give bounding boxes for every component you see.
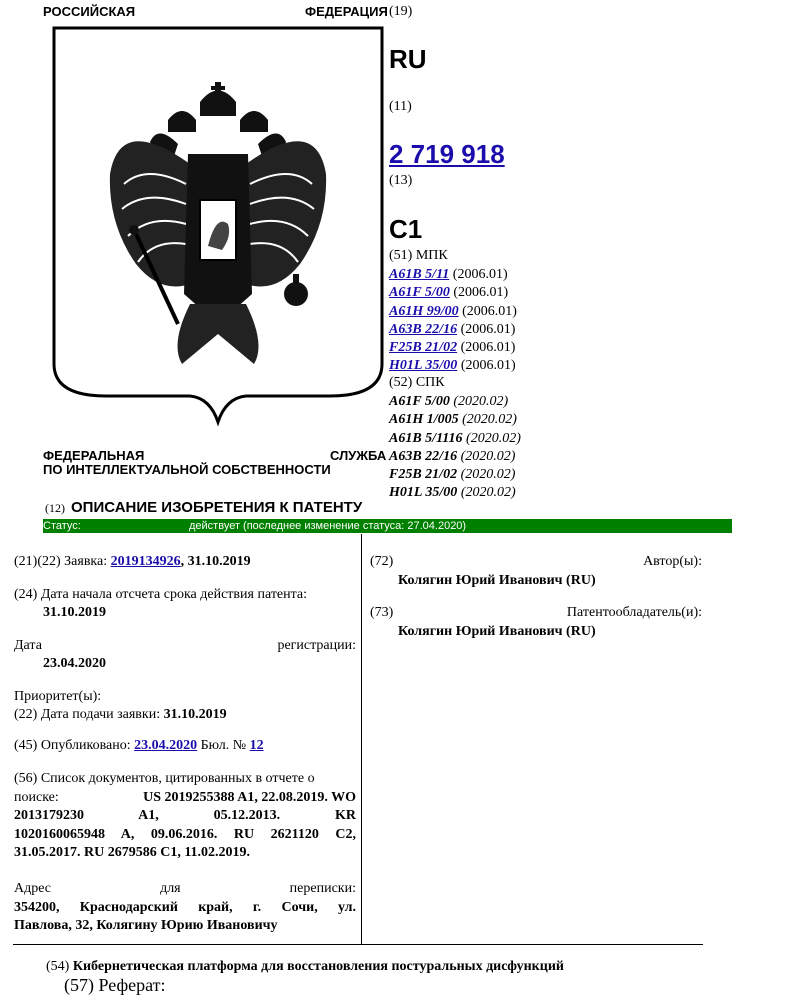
emblem: [50, 24, 386, 426]
address-block: Адрес для переписки: 354200, Краснодарский край, г. Сочи, ул. Павлова, 32, Колягину Юрию Ивановичу: [14, 881, 356, 933]
application-line: (21)(22) Заявка: 2019134926, 31.10.2019: [14, 554, 251, 569]
agency-right: СЛУЖБА: [330, 448, 387, 463]
country-right: ФЕДЕРАЦИЯ: [305, 4, 388, 19]
published-line: (45) Опубликовано: 23.04.2020 Бюл. № 12: [14, 738, 264, 753]
document-title: (12) ОПИСАНИЕ ИЗОБРЕТЕНИЯ К ПАТЕНТУ: [45, 499, 363, 516]
ipc-label: (51) МПК: [389, 248, 448, 263]
status-value: действует (последнее изменение статуса: 27.04.2020): [189, 520, 467, 532]
ipc-version: (2006.01): [453, 285, 509, 301]
author-value: Колягин Юрий Иванович (RU): [398, 573, 596, 588]
column-divider: [361, 534, 362, 944]
ipc-item[interactable]: [389, 357, 517, 375]
cpc-list: [389, 393, 521, 503]
author-label-line: (72) Автор(ы):: [370, 554, 702, 569]
bulletin-number-link[interactable]: 12: [249, 738, 264, 753]
cpc-item: H01L 35/00 (2020.02): [389, 485, 516, 501]
agency-left: ФЕДЕРАЛЬНАЯ: [43, 448, 145, 463]
ipc-item[interactable]: [389, 266, 517, 284]
ipc-code[interactable]: A61B 5/11: [389, 267, 450, 282]
ipc-version: (2006.01): [460, 321, 516, 337]
cpc-item: A61H 1/005 (2020.02): [389, 412, 517, 428]
ipc-version: (2006.01): [462, 303, 517, 319]
invention-title: (54) Кибернетическая платформа для восстановления постуральных дисфункций: [46, 959, 564, 974]
application-number-link[interactable]: 2019134926: [110, 554, 181, 569]
ipc-code[interactable]: A63B 22/16: [389, 321, 458, 337]
code-11: (11): [389, 99, 412, 114]
ipc-code[interactable]: H01L 35/00: [389, 358, 458, 374]
published-date-link[interactable]: 23.04.2020: [134, 738, 198, 753]
registration-label: Дата регистрации:: [14, 638, 356, 653]
abstract-label: (57) Реферат:: [64, 975, 166, 995]
country-code: RU: [389, 44, 427, 74]
ipc-list: [389, 266, 517, 376]
agency-line2: ПО ИНТЕЛЛЕКТУАЛЬНОЙ СОБСТВЕННОСТИ: [43, 462, 331, 477]
registration-value: 23.04.2020: [43, 656, 106, 671]
code-19: (19): [389, 4, 413, 19]
cpc-item: A63B 22/16 (2020.02): [389, 448, 516, 464]
cpc-label: (52) СПК: [389, 375, 445, 390]
term-start-label: (24) Дата начала отсчета срока действия патента:: [14, 587, 308, 602]
ipc-item[interactable]: [389, 321, 517, 339]
priority-label: Приоритет(ы):: [14, 689, 102, 704]
code-13: (13): [389, 173, 413, 188]
status-label: Статус:: [43, 520, 81, 532]
ipc-item[interactable]: [389, 303, 517, 321]
cpc-item: F25B 21/02 (2020.02): [389, 467, 516, 483]
owner-value: Колягин Юрий Иванович (RU): [398, 624, 596, 639]
kind-code: C1: [389, 214, 423, 244]
cpc-item: A61B 5/1116 (2020.02): [389, 430, 521, 446]
ipc-code[interactable]: A61F 5/00: [389, 285, 450, 301]
patent-number-link[interactable]: 2 719 918: [389, 139, 505, 169]
country-left: РОССИЙСКАЯ: [43, 4, 136, 19]
ipc-code[interactable]: F25B 21/02: [389, 340, 458, 356]
ipc-item[interactable]: [389, 339, 517, 357]
cited-docs: (56) Список документов, цитированных в отчете о поиске: US 2019255388 A1, 22.08.2019. WO 2013179230 A1, 05.12.2013. KR 1020160065948 A, 09.06.2016. RU 2621120 C2, 31.05.2017. RU 2679586 C1, 11.02.2019.: [14, 771, 356, 860]
term-start-value: 31.10.2019: [43, 605, 106, 620]
ipc-code[interactable]: A61H 99/00: [389, 303, 459, 319]
russian-coat-of-arms-icon: [50, 24, 386, 426]
priority-line: (22) Дата подачи заявки: 31.10.2019: [14, 707, 227, 722]
status-bar: [43, 519, 732, 533]
ipc-item[interactable]: [389, 284, 517, 302]
ipc-version: (2006.01): [460, 340, 516, 356]
section-divider: [13, 944, 703, 945]
ipc-version: (2006.01): [460, 358, 516, 374]
owner-label-line: (73) Патентообладатель(и):: [370, 605, 702, 620]
cpc-item: A61F 5/00 (2020.02): [389, 394, 509, 409]
ipc-version: (2006.01): [452, 267, 508, 282]
